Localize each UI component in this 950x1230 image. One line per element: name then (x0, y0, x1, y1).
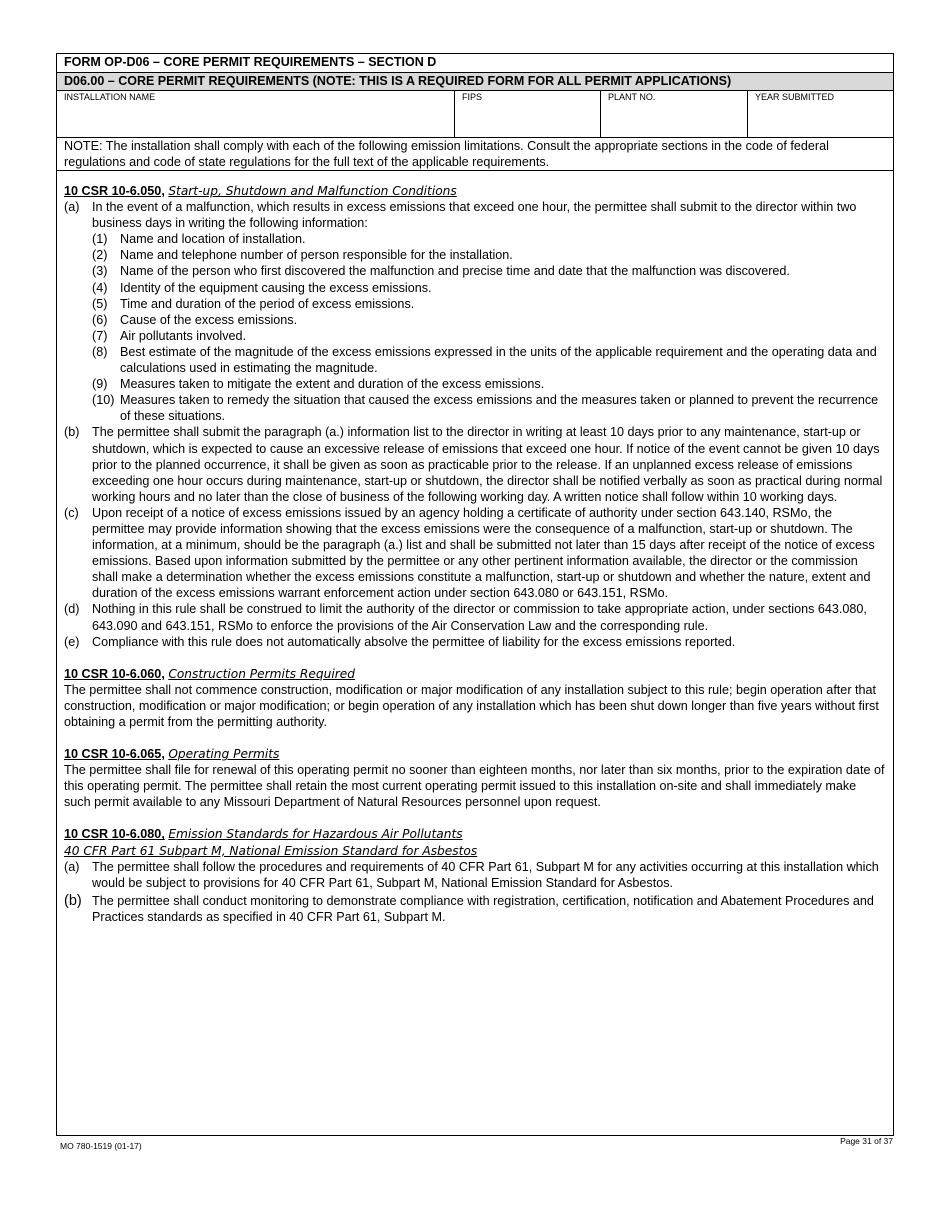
list-number: (3) (92, 264, 108, 279)
paragraph-b (64, 424, 886, 504)
header-fields (57, 91, 893, 138)
section-body: The permittee shall file for renewal of this operating permit no sooner than eighteen months, nor later than six months, prior to the expiration date of this operating permit. The permittee shall retain the most current operating permit issued to this installation on-site and shall immediately make such permit available to any Missouri Department of Natural Resources personnel upon request. (64, 763, 885, 810)
list-number: (8) (92, 344, 108, 359)
section-heading (64, 746, 886, 762)
paragraph-text: The permittee shall conduct monitoring to demonstrate compliance with registration, certification, notification and Abatement Procedures and Practices standards as specified in 40 CFR Part 61, Subpart M. (92, 893, 874, 924)
plant-no-field[interactable] (601, 91, 748, 137)
section-code: 10 CSR 10-6.050, (64, 184, 165, 198)
form-subtitle: D06.00 – CORE PERMIT REQUIREMENTS (NOTE: THIS IS A REQUIRED FORM FOR ALL PERMIT APPLICATIONS) (57, 73, 893, 91)
list-number: (2) (92, 248, 108, 263)
list-text: Cause of the excess emissions. (120, 312, 298, 327)
paragraph-a (64, 859, 886, 891)
paragraph-marker: (e) (64, 634, 80, 649)
fips-field[interactable] (455, 91, 601, 137)
paragraph-a (64, 199, 886, 424)
list-text: Name and telephone number of person responsible for the installation. (120, 248, 513, 263)
list-number: (9) (92, 377, 108, 392)
section-title: Construction Permits Required (168, 666, 355, 681)
section-heading (64, 183, 886, 199)
list-number: (4) (92, 280, 108, 295)
list-item (92, 392, 886, 424)
form-content (57, 171, 893, 925)
paragraph-marker: (a) (64, 200, 80, 215)
paragraph-text: The permittee shall submit the paragraph (a.) information list to the director in writing at least 10 days prior to any maintenance, start-up or shutdown, which is expected to cause an excessive release of emissions that exceed one hour. If notice of the event cannot be given 10 days prior to the planned occurrence, it shall be given as soon as practicable prior to the release. If an unplanned excess release of emissions exceeding one hour occurs during maintenance, start-up or shutdown, the director shall be notified verbally as soon as practical during normal working hours and no later than the close of business of the following working day. A written notice shall follow within 10 working days. (92, 425, 883, 504)
paragraph-d (64, 601, 886, 633)
paragraph-e (64, 634, 886, 650)
form-number: MO 780-1519 (01-17) (60, 1141, 142, 1151)
list-text: Name and location of installation. (120, 232, 306, 247)
paragraph-text: Nothing in this rule shall be construed to limit the authority of the director or commission to take appropriate action, under sections 643.080, 643.090 and 643.151, RSMo to enforce the provisions of the Air Conservation Law and the corresponding rule. (92, 602, 867, 633)
installation-name-field[interactable] (57, 91, 455, 137)
list-item (92, 263, 886, 279)
paragraph-marker: (c) (64, 505, 79, 520)
list-item (92, 296, 886, 312)
list-text: Measures taken to mitigate the extent and duration of the excess emissions. (120, 377, 545, 392)
section-title: Start-up, Shutdown and Malfunction Conditions (168, 184, 457, 198)
form-title: FORM OP-D06 – CORE PERMIT REQUIREMENTS – SECTION D (57, 54, 893, 73)
paragraph-text: The permittee shall follow the procedures and requirements of 40 CFR Part 61, Subpart M for any activities occurring at this installation which would be subject to provisions for 40 CFR Part 61, Subpart M, National Emission Standard for Asbestos. (92, 859, 879, 890)
list-item (92, 280, 886, 296)
section-code: 10 CSR 10-6.080, (64, 827, 165, 842)
list-item (92, 344, 886, 376)
list-item (92, 312, 886, 328)
section-body: The permittee shall not commence construction, modification or major modification of any installation subject to this rule; begin operation after that construction, modification or major modification; or begin operation of any installation which has been shut down longer than five years without first obtaining a permit from the permitting authority. (64, 682, 879, 729)
list-text: Measures taken to remedy the situation that caused the excess emissions and the measures taken or planned to prevent the recurrence of these situations. (120, 393, 879, 424)
list-item (92, 247, 886, 263)
list-text: Time and duration of the period of excess emissions. (120, 296, 415, 311)
page-number: Page 31 of 37 (840, 1136, 893, 1146)
paragraph-marker: (b) (64, 425, 80, 440)
section-subtitle: 40 CFR Part 61 Subpart M, National Emission Standard for Asbestos (64, 843, 478, 858)
section-heading (64, 826, 886, 842)
section-heading (64, 666, 886, 682)
year-submitted-label: YEAR SUBMITTED (755, 92, 835, 102)
section-code: 10 CSR 10-6.065, (64, 747, 165, 762)
list-text: Name of the person who first discovered the malfunction and precise time and date that the malfunction was discovered. (120, 264, 790, 279)
section-title: Emission Standards for Hazardous Air Pollutants (168, 827, 463, 842)
section-code: 10 CSR 10-6.060, (64, 666, 165, 681)
list-item (92, 376, 886, 392)
plant-no-label: PLANT NO. (608, 92, 656, 102)
paragraph-c (64, 505, 886, 602)
paragraph-text: Upon receipt of a notice of excess emissions issued by an agency holding a certificate of authority under section 643.140, RSMo, the permittee may provide information showing that the excess emissions were the consequence of a malfunction, start-up or shutdown. The information, at a minimum, should be the paragraph (a.) list and shall be submitted not later than 15 days after receipt of the notice of excess emissions. Based upon information submitted by the permittee or any other pertinent information available, the director or the commission shall make a determination whether the excess emissions constitute a malfunction, start-up or shutdown and whether the nature, extent and duration of the excess emissions warrant enforcement action under section 643.080 or 643.151, RSMo. (92, 505, 875, 601)
installation-name-label: INSTALLATION NAME (64, 92, 156, 102)
list-number: (10) (92, 393, 115, 408)
permit-form (56, 53, 894, 1136)
paragraph-marker: (d) (64, 602, 80, 617)
list-text: Air pollutants involved. (120, 328, 247, 343)
list-item (92, 231, 886, 247)
paragraph-marker: (a) (64, 859, 80, 874)
list-item (92, 328, 886, 344)
section-title: Operating Permits (168, 747, 280, 762)
paragraph-text: In the event of a malfunction, which results in excess emissions that exceed one hour, the permittee shall submit to the director within two business days in writing the following information: (92, 200, 857, 231)
list-text: Identity of the equipment causing the excess emissions. (120, 280, 432, 295)
list-number: (6) (92, 312, 108, 327)
compliance-note: NOTE: The installation shall comply with each of the following emission limitations. Consult the appropriate sections in the code of federal regulations and code of state regulations for the full text of the applicable requirements. (57, 138, 893, 171)
paragraph-b (64, 893, 886, 925)
paragraph-text: Compliance with this rule does not automatically absolve the permittee of liability for the excess emissions reported. (92, 634, 736, 649)
list-number: (7) (92, 328, 108, 343)
list-number: (1) (92, 232, 108, 247)
numbered-list (92, 231, 886, 424)
list-text: Best estimate of the magnitude of the excess emissions expressed in the units of the applicable requirement and the operating data and calculations used in estimating the magnitude. (120, 344, 877, 376)
list-number: (5) (92, 296, 108, 311)
paragraph-marker: (b) (64, 892, 82, 909)
fips-label: FIPS (462, 92, 483, 102)
year-submitted-field[interactable] (748, 91, 893, 137)
